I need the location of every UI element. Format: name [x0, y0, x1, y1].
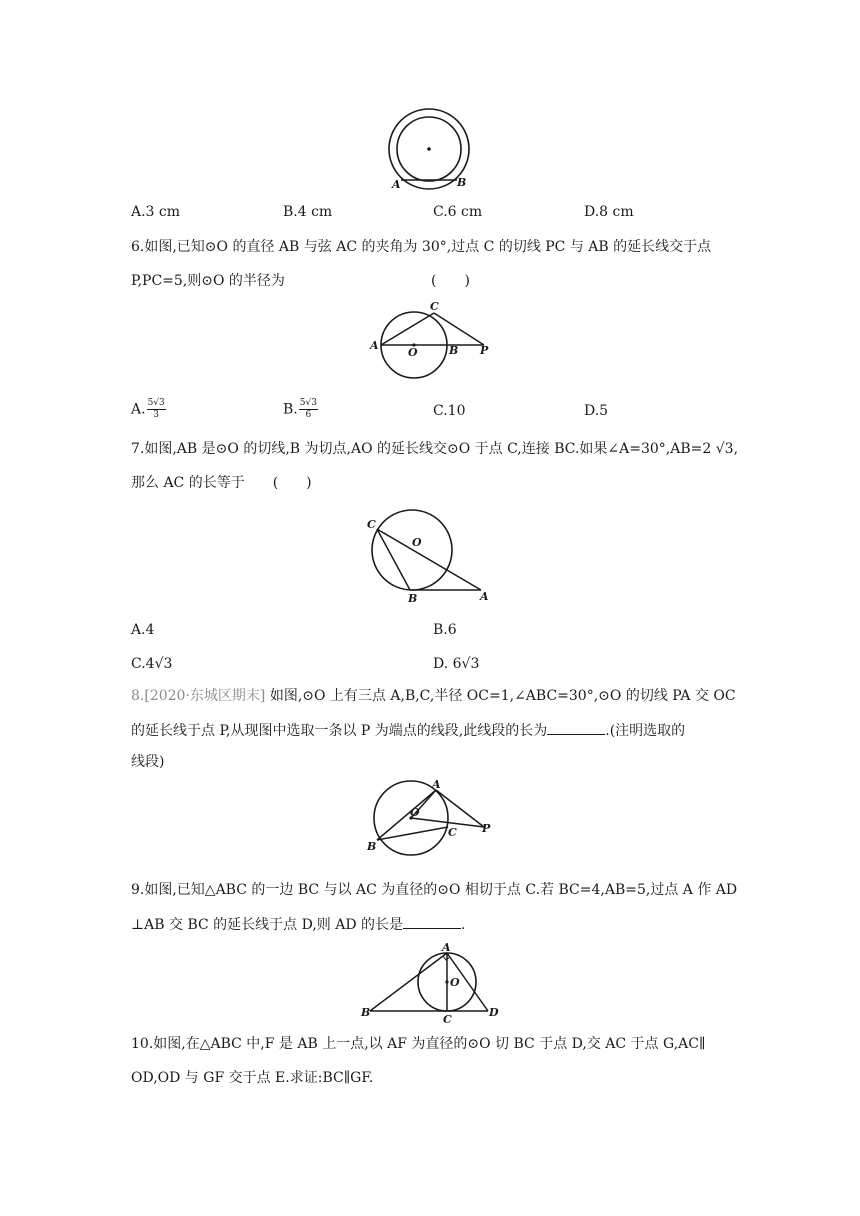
label-a: A — [392, 178, 401, 191]
label-c: C — [430, 300, 439, 313]
q6-text-line2: P,PC=5,则⊙O 的半径为 — [131, 273, 285, 289]
center-dot — [427, 147, 431, 151]
figure-q5 — [386, 106, 476, 192]
q8-text-line2-post: .(注明选取的 — [605, 723, 686, 739]
q5-option-c[interactable]: C.6 cm — [433, 204, 483, 220]
q7-option-c[interactable]: C.4√3 — [131, 656, 173, 672]
q6-option-b-prefix: B. — [283, 401, 298, 418]
q7-text-line2: 那么 AC 的长等于 ( ) — [131, 475, 312, 491]
q5-option-d[interactable]: D.8 cm — [584, 204, 634, 220]
q8-text-line2-pre: 的延长线于点 P,从现图中选取一条以 P 为端点的线段,此线段的长为 — [131, 723, 548, 739]
q7-text-line1: 7.如图,AB 是⊙O 的切线,B 为切点,AO 的延长线交⊙O 于点 C,连接 BC.如果∠A=30°,AB=2 √3, — [131, 441, 739, 457]
denominator: 6 — [305, 410, 312, 420]
label-c: C — [367, 518, 376, 531]
label-a: A — [442, 941, 451, 954]
figure-q7 — [366, 512, 496, 606]
q9-text-line1: 9.如图,已知△ABC 的一边 BC 与以 AC 为直径的⊙O 相切于点 C.若 BC=4,AB=5,过点 A 作 AD — [131, 882, 738, 898]
label-b: B — [367, 840, 377, 853]
q8-text-line1 — [131, 686, 736, 706]
fraction — [147, 398, 166, 421]
segment-ca — [377, 529, 481, 590]
label-p: P — [482, 822, 491, 835]
segment-ba — [377, 790, 436, 840]
q7-option-d[interactable]: D. 6√3 — [433, 656, 480, 672]
label-d: D — [489, 1006, 499, 1019]
q6-answer-paren: ( ) — [431, 273, 470, 289]
label-o: O — [408, 346, 418, 359]
denominator: 3 — [153, 410, 160, 420]
numerator: 5√3 — [147, 398, 165, 408]
label-b: B — [457, 176, 467, 189]
q8-text-line2 — [131, 720, 685, 741]
label-c: C — [448, 826, 457, 839]
q6-option-a-prefix: A. — [131, 401, 146, 418]
q9-text-line2 — [131, 914, 466, 935]
label-p: P — [480, 344, 489, 357]
q8-source-tag: 8.[2020·东城区期末] — [131, 688, 266, 704]
figure-q9 — [360, 942, 504, 1024]
label-o: O — [410, 806, 420, 819]
q10-text-line2: OD,OD 与 GF 交于点 E.求证:BC∥GF. — [131, 1070, 374, 1086]
q9-answer-blank[interactable] — [403, 914, 461, 929]
label-o: O — [412, 536, 422, 549]
q8-answer-blank[interactable] — [547, 720, 605, 735]
label-b: B — [449, 344, 459, 357]
q7-option-b[interactable]: B.6 — [433, 622, 457, 638]
q6-option-a[interactable] — [131, 398, 166, 421]
q6-option-d[interactable]: D.5 — [584, 403, 609, 419]
label-a: A — [480, 590, 489, 603]
q9-text-line2-post: . — [461, 917, 466, 933]
label-b: B — [361, 1006, 371, 1019]
segment-ba — [370, 953, 447, 1011]
q9-text-line2-pre: ⊥AB 交 BC 的延长线于点 D,则 AD 的长是 — [131, 917, 404, 933]
fraction — [299, 398, 318, 421]
label-c: C — [443, 1013, 452, 1026]
chord-ac — [381, 313, 434, 345]
q8-text-line1-rest: 如图,⊙O 上有三点 A,B,C,半径 OC=1,∠ABC=30°,⊙O 的切线 PA 交 OC — [265, 688, 736, 704]
figure-q6 — [368, 298, 498, 384]
label-a: A — [432, 778, 441, 791]
label-a: A — [370, 339, 379, 352]
figure-q8 — [366, 780, 498, 858]
q5-option-b[interactable]: B.4 cm — [283, 204, 333, 220]
center-dot — [445, 980, 448, 983]
tangent-cp — [434, 313, 484, 345]
q6-option-c[interactable]: C.10 — [433, 403, 466, 419]
q7-option-a[interactable]: A.4 — [131, 622, 155, 638]
label-b: B — [408, 592, 418, 605]
q10-text-line1: 10.如图,在△ABC 中,F 是 AB 上一点,以 AF 为直径的⊙O 切 BC 于点 D,交 AC 于点 G,AC∥ — [131, 1036, 706, 1052]
segment-bc — [377, 827, 448, 840]
q6-text-line1: 6.如图,已知⊙O 的直径 AB 与弦 AC 的夹角为 30°,过点 C 的切线 PC 与 AB 的延长线交于点 — [131, 239, 712, 255]
q6-option-b[interactable] — [283, 398, 318, 421]
q8-text-line3: 线段) — [131, 754, 165, 770]
numerator: 5√3 — [299, 398, 317, 408]
q5-option-a[interactable]: A.3 cm — [131, 204, 181, 220]
label-o: O — [450, 976, 460, 989]
